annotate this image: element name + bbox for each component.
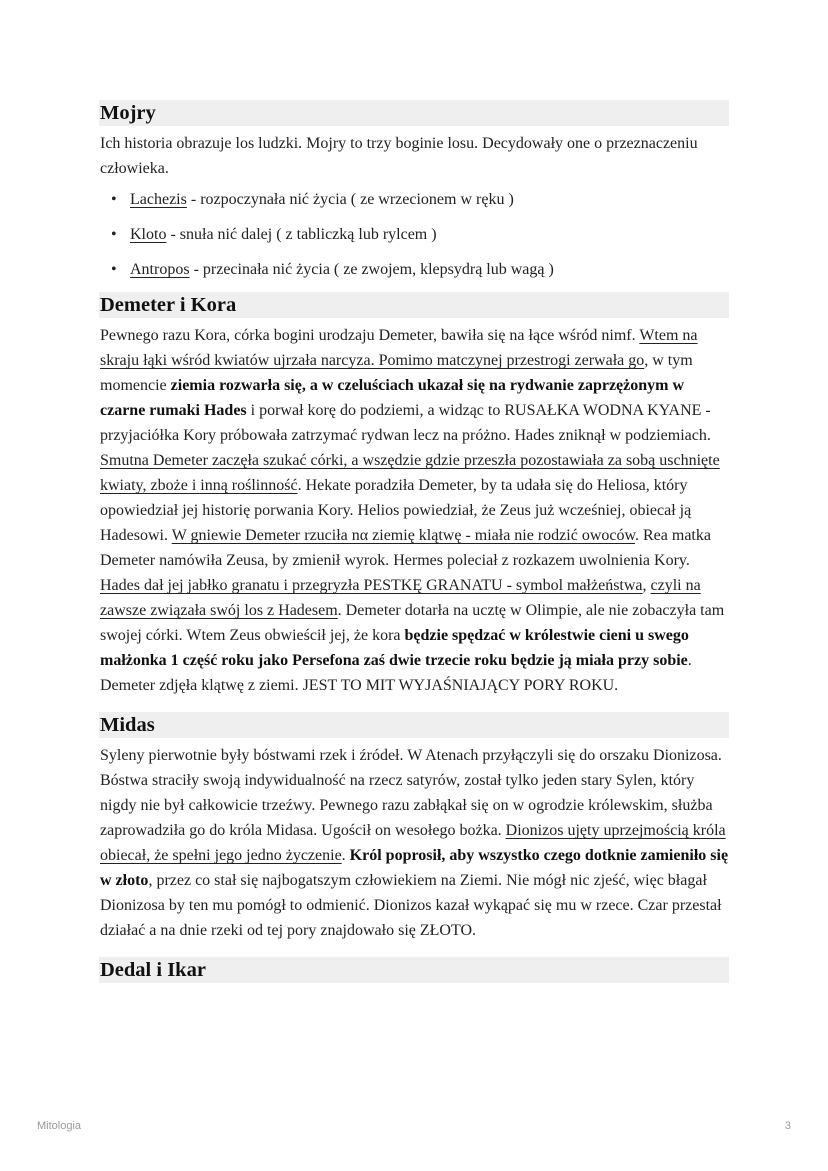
- bold-text: będzie spędzać w królestwie cieni u swego małżonka 1 część roku jako Persefona zaś dwie trzecie roku będzie ją miała przy sobie: [100, 627, 689, 669]
- mojry-intro: Ich historia obrazuje los ludzki. Mojry to trzy boginie losu. Decydowały one o przeznaczeniu człowieka.: [100, 135, 698, 177]
- bold-text: ziemia rozwarła się, a w czeluściach ukazał się na rydwanie zaprzężonym w czarne rumaki Hades: [100, 377, 685, 419]
- footer-page-number: 3: [784, 1120, 791, 1132]
- page-content: [99, 100, 729, 983]
- section-mojry: [99, 100, 729, 282]
- text-run: , przez co stał się najbogatszym człowiekiem na Ziemi. Nie mógł nic zjeść, więc błagał Dionizosa by ten mu pomógł to odmienić. Dionizos kazał wykąpać się mu w rzece. Czar przestał działać a na dnie rzeki od tej pory znajdowało się ZŁOTO.: [100, 872, 722, 939]
- midas-paragraph: [100, 743, 729, 943]
- list-item: [111, 257, 729, 282]
- underlined-text: Dionizos ujęty uprzejmością króla obiecał, że spełni jego jedno życzenie: [100, 822, 726, 864]
- list-item-name: Antropos: [130, 261, 190, 278]
- underlined-text: W gniewie Demeter rzuciła nα ziemię klątwę - miała nie rodzić owoców: [171, 527, 635, 544]
- section-heading-dedal: Dedal i Ikar: [99, 957, 729, 983]
- text-run: . Demeter zdjęła klątwę z ziemi. JEST TO MIT WYJAŚNIAJĄCY PORY ROKU.: [100, 652, 692, 694]
- text-run: ,: [642, 577, 651, 594]
- bullet-icon: •: [111, 191, 117, 208]
- underlined-text: Hades dał jej jabłko granatu i przegryzła PESTKĘ GRANATU - symbol małżeństwa: [100, 577, 643, 594]
- list-item-desc: - snuła nić dalej ( z tabliczką lub rylcem ): [166, 226, 437, 243]
- list-item: [111, 187, 729, 212]
- text-run: Pewnego razu Kora, córka bogini urodzaju Demeter, bawiła się na łące wśród nimf.: [100, 327, 640, 344]
- section-heading-midas: Midas: [99, 712, 729, 738]
- section-midas: [99, 712, 729, 943]
- section-heading-demeter: Demeter i Kora: [99, 292, 729, 318]
- list-item-desc: - rozpoczynała nić życia ( ze wrzecionem w ręku ): [186, 191, 514, 208]
- list-item-name: Lachezis: [130, 191, 187, 208]
- section-heading-mojry: Mojry: [99, 100, 729, 126]
- demeter-paragraph: [100, 323, 729, 698]
- text-run: . Hekate poradziła Demeter, by ta udała się do Heliosa, który opowiedział jej historię porwania Kory. Helios powiedział, że Zeus już wcześniej, obiecał ją Hadesowi.: [100, 477, 692, 544]
- list-item-desc: - przecinała nić życia ( ze zwojem, klepsydrą lub wagą ): [189, 261, 554, 278]
- bullet-icon: •: [111, 261, 117, 278]
- text-run: . Demeter dotarła na ucztę w Olimpie, ale nie zobaczyła tam swojej córki. Wtem Zeus obwieścił jej, że kora: [100, 602, 725, 644]
- underlined-text: Smutna Demeter zaczęła szukać córki, a wszędzie gdzie przeszła pozostawiała za sobą uschnięte kwiaty, zboże i inną roślinność: [100, 452, 720, 494]
- list-item: [111, 222, 729, 247]
- text-run: Syleny pierwotnie były bóstwami rzek i źródeł. W Atenach przyłączyli się do orszaku Dionizosa. Bóstwa straciły swoją indywidualność na rzecz satyrów, został tylko jeden stary Sylen, który nigdy nie był całkowicie trzeźwy. Pewnego razu zabłąkał się on w ogrodzie królewskim, służba zaprowadziła go do króla Midasa. Ugościł on wesołego bożka.: [100, 747, 722, 839]
- list-item-name: Kloto: [130, 226, 167, 243]
- underlined-text: czyli na zawsze związała swój los z Hadesem: [100, 577, 701, 619]
- text-run: .: [341, 847, 350, 864]
- section-dedal-i-ikar: [99, 957, 729, 983]
- text-run: , w tym momencie: [100, 352, 693, 394]
- footer-document-title: Mitologia: [37, 1120, 82, 1132]
- bold-text: Król poprosił, aby wszystko czego dotknie zamieniło się w złoto: [100, 847, 729, 889]
- mojry-list: [99, 187, 729, 282]
- underlined-text: Wtem na skraju łąki wśród kwiatów ujrzała narcyza. Pomimo matczynej przestrogi zerwała go: [100, 327, 698, 369]
- bullet-icon: •: [111, 226, 117, 243]
- text-run: i porwał korę do podziemi, a widząc to RUSAŁKA WODNA KYANE - przyjaciółka Kory próbowała zatrzymać rydwan lecz na próżno. Hades zniknął w podziemiach.: [100, 402, 711, 444]
- text-run: . Rea matka Demeter namówiła Zeusa, by zmienił wyrok. Hermes poleciał z rozkazem uwolnienia Kory.: [100, 527, 711, 569]
- section-demeter-i-kora: [99, 292, 729, 698]
